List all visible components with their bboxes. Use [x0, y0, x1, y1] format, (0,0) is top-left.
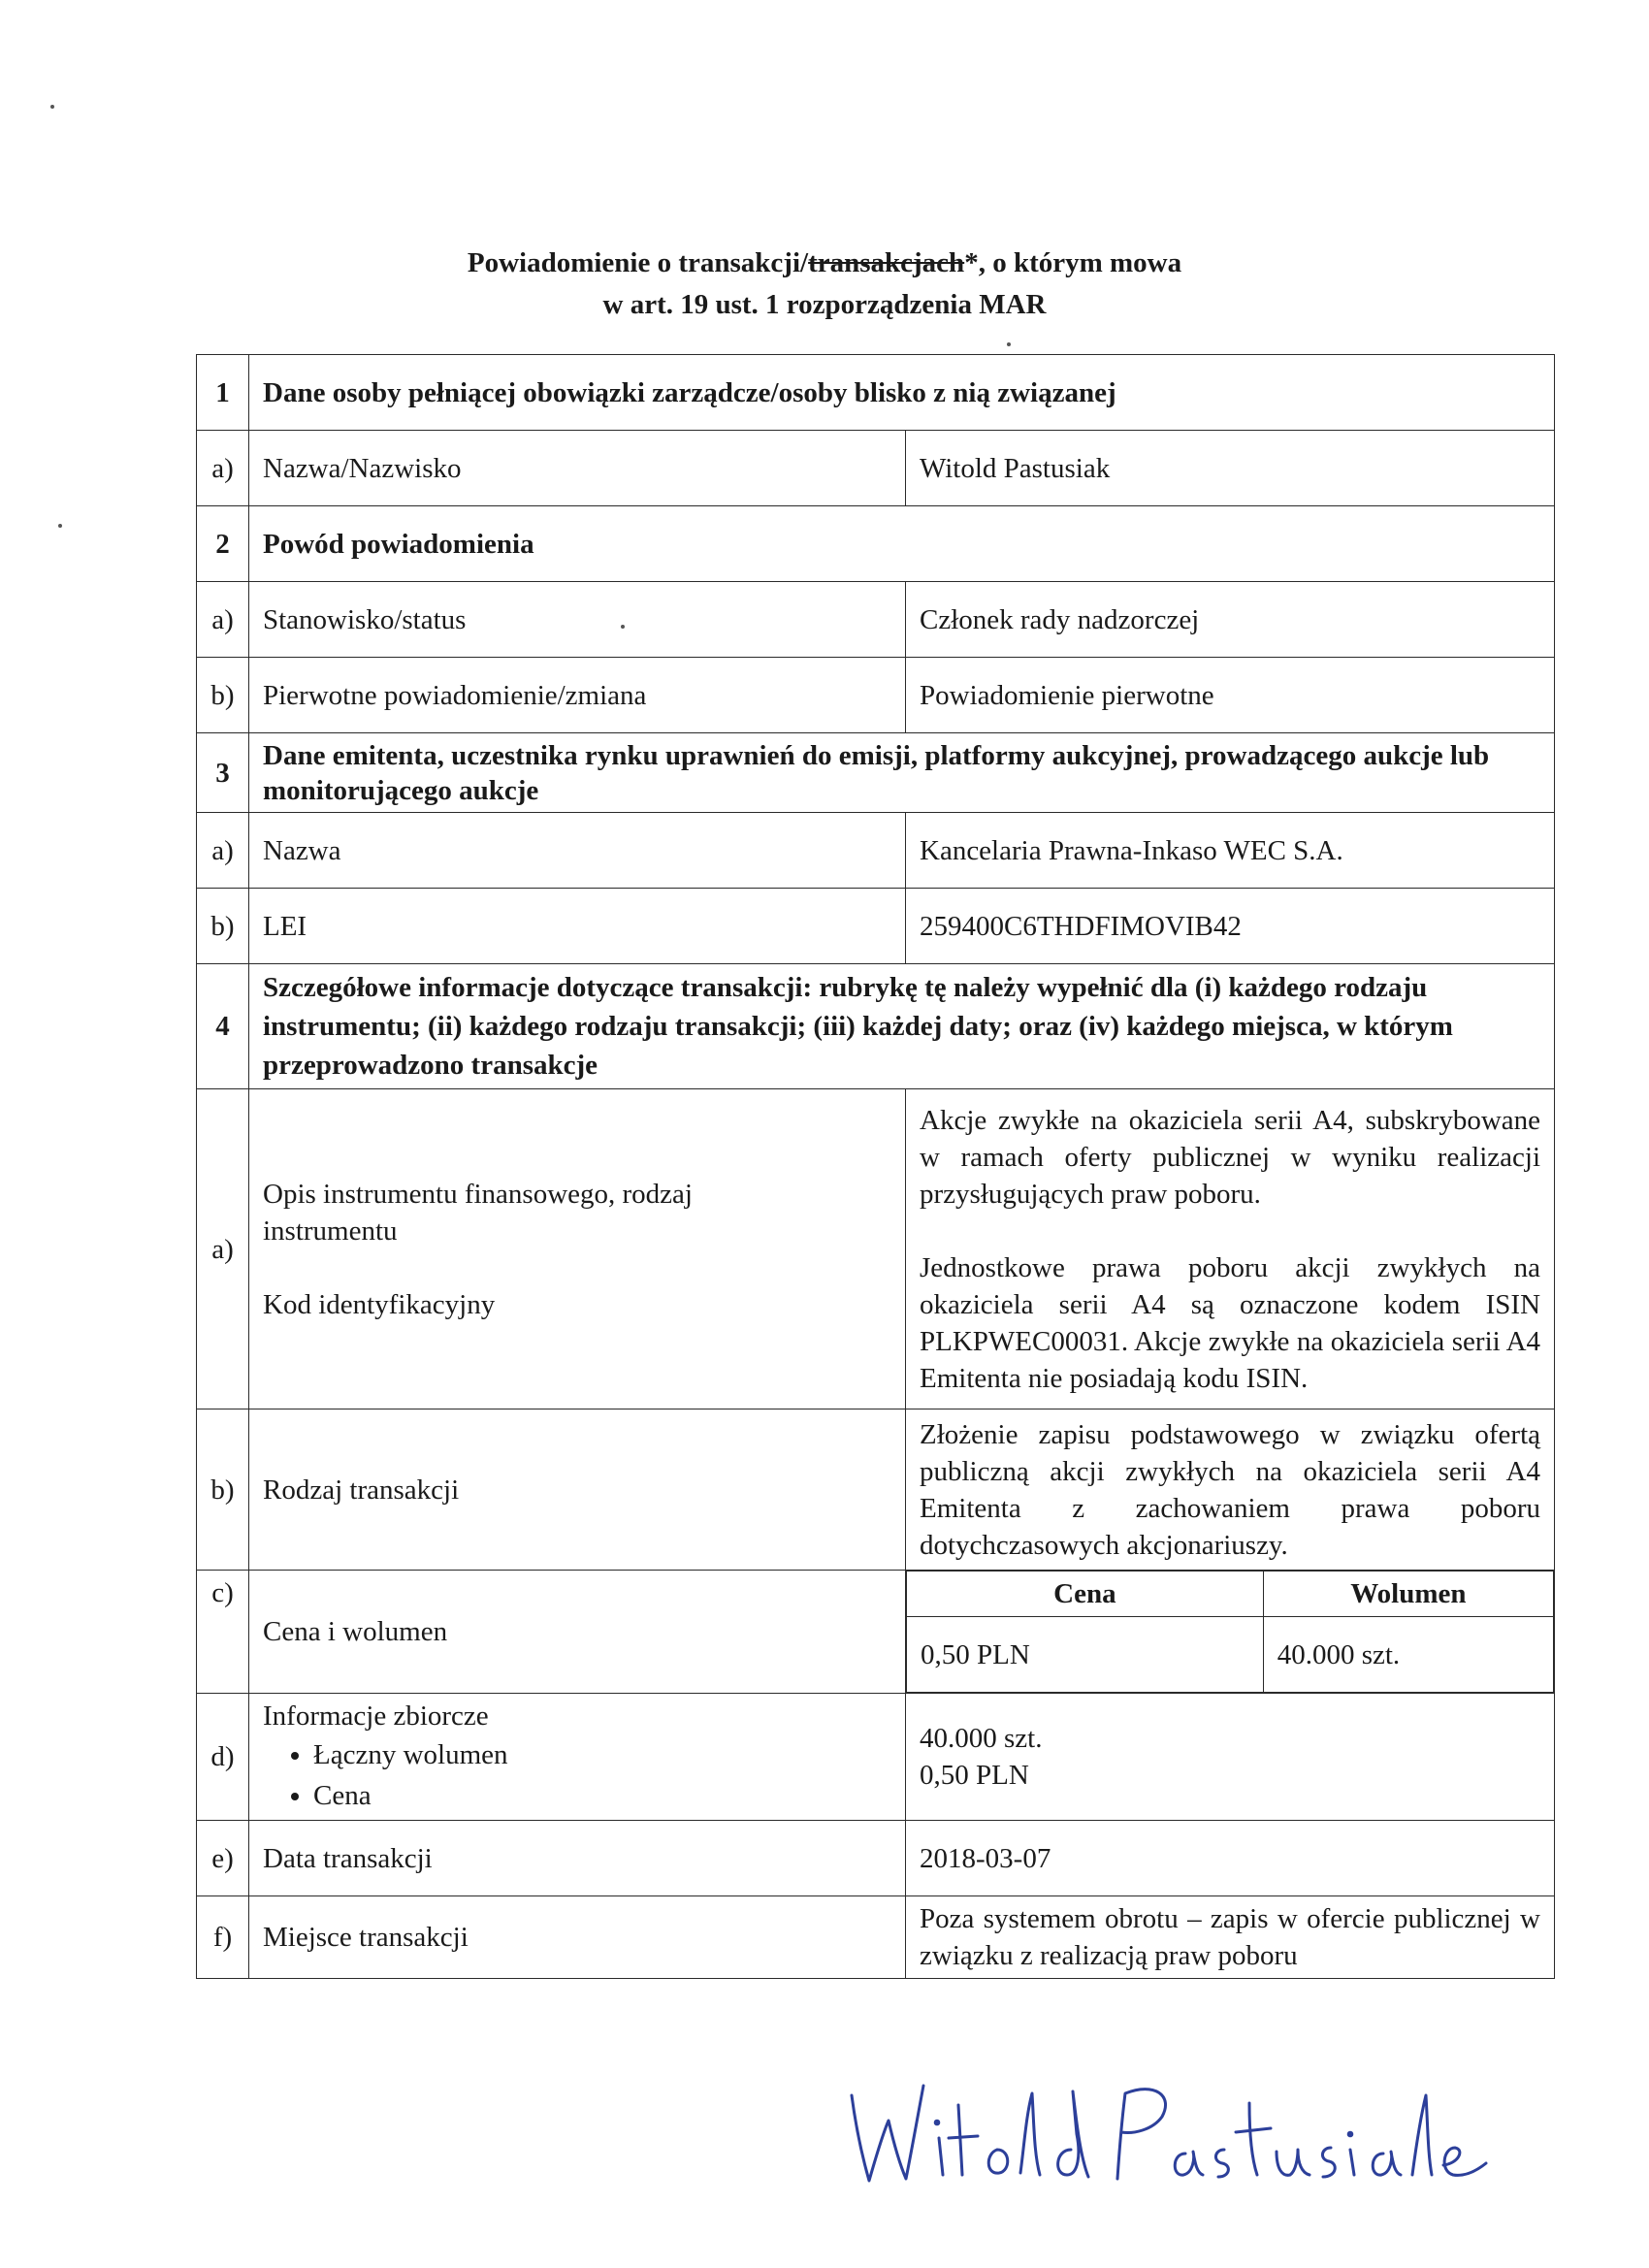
field-label — [249, 1694, 906, 1821]
scan-speck — [50, 105, 54, 109]
identification-code-label: Kod identyfikacyjny — [263, 1288, 496, 1320]
field-label: Pierwotne powiadomienie/zmiana — [249, 658, 906, 733]
field-label: Nazwa/Nazwisko — [249, 431, 906, 506]
field-value: 2018-03-07 — [906, 1821, 1555, 1896]
row-mark: a) — [197, 1089, 249, 1409]
row-mark: b) — [197, 1409, 249, 1571]
table-row — [197, 1896, 1555, 1979]
section-heading: Szczegółowe informacje dotyczące transakcji: rubrykę tę należy wypełnić dla (i) każdego rodzaju instrumentu; (ii) każdego rodzaju transakcji; (iii) każdej daty; oraz (iv) każdego miejsca, w którym przeprowadzono transakcje — [249, 964, 1555, 1089]
section-heading: Dane osoby pełniącej obowiązki zarządcze/osoby blisko z nią związanej — [249, 355, 1555, 431]
row-mark: b) — [197, 889, 249, 964]
field-label: Cena i wolumen — [249, 1571, 906, 1694]
field-value: Złożenie zapisu podstawowego w związku ofertą publiczną akcji zwykłych na okaziciela serii A4 Emitenta z zachowaniem prawa poboru dotychczasowych akcjonariuszy. — [906, 1409, 1555, 1571]
scan-speck — [1007, 342, 1011, 346]
table-row — [197, 1409, 1555, 1571]
row-mark: d) — [197, 1694, 249, 1821]
section-heading: Dane emitenta, uczestnika rynku uprawnień do emisji, platformy aukcyjnej, prowadzącego aukcje lub monitorującego aukcje — [249, 733, 1555, 813]
field-value: 259400C6THDFIMOVIB42 — [906, 889, 1555, 964]
section-1-header-row — [197, 355, 1555, 431]
list-item: • Cena — [313, 1775, 891, 1816]
table-row — [197, 1821, 1555, 1896]
title-line-1: Powiadomienie o transakcji/transakcjach*, o którym mowa — [467, 247, 1182, 278]
aggregated-info-list — [263, 1734, 891, 1816]
aggregated-price-value: 0,50 PLN — [920, 1760, 1029, 1791]
field-value: Kancelaria Prawna-Inkaso WEC S.A. — [906, 813, 1555, 889]
scan-speck — [58, 524, 62, 528]
table-row — [197, 1694, 1555, 1821]
field-value: Poza systemem obrotu – zapis w ofercie publicznej w związku z realizacją praw poboru — [906, 1896, 1555, 1979]
field-label: Nazwa — [249, 813, 906, 889]
section-4-header-row — [197, 964, 1555, 1089]
table-row — [197, 431, 1555, 506]
field-label — [249, 1089, 906, 1409]
notification-table — [196, 354, 1555, 1979]
aggregated-info-label: Informacje zbiorcze — [263, 1701, 489, 1732]
field-label: Stanowisko/status — [249, 582, 906, 658]
volume-column-header: Wolumen — [1263, 1571, 1553, 1617]
list-item: • Łączny wolumen — [313, 1734, 891, 1775]
table-row — [197, 1571, 1555, 1694]
section-2-header-row — [197, 506, 1555, 582]
row-mark: a) — [197, 813, 249, 889]
volume-value: 40.000 szt. — [1263, 1617, 1553, 1693]
field-value: Witold Pastusiak — [906, 431, 1555, 506]
instrument-description-value: Akcje zwykłe na okaziciela serii A4, subskrybowane w ramach oferty publicznej w wyniku realizacji przysługujących praw poboru. — [920, 1104, 1541, 1210]
handwritten-signature — [834, 2057, 1513, 2202]
scan-speck — [621, 625, 625, 629]
section-number: 1 — [197, 355, 249, 431]
identification-code-value: Jednostkowe prawa poboru akcji zwykłych na okaziciela serii A4 są oznaczone kodem ISIN PLKPWEC00031. Akcje zwykłe na okaziciela serii A4 Emitenta nie posiadają kodu ISIN. — [920, 1251, 1541, 1394]
row-mark: a) — [197, 431, 249, 506]
section-number: 2 — [197, 506, 249, 582]
field-label: Data transakcji — [249, 1821, 906, 1896]
title-line-2: w art. 19 ust. 1 rozporządzenia MAR — [602, 289, 1047, 320]
instrument-description-label: Opis instrumentu finansowego, rodzaj instrumentu — [263, 1178, 693, 1247]
field-label: Miejsce transakcji — [249, 1896, 906, 1979]
table-row — [197, 582, 1555, 658]
field-label: Rodzaj transakcji — [249, 1409, 906, 1571]
table-row — [197, 813, 1555, 889]
table-row — [197, 1089, 1555, 1409]
row-mark: a) — [197, 582, 249, 658]
price-volume-cell — [906, 1571, 1555, 1694]
price-volume-table — [906, 1571, 1554, 1693]
table-row — [197, 658, 1555, 733]
field-label: LEI — [249, 889, 906, 964]
row-mark: e) — [197, 1821, 249, 1896]
section-heading: Powód powiadomienia — [249, 506, 1555, 582]
section-number: 4 — [197, 964, 249, 1089]
table-row — [197, 889, 1555, 964]
field-value: Powiadomienie pierwotne — [906, 658, 1555, 733]
price-column-header: Cena — [907, 1571, 1264, 1617]
section-3-header-row — [197, 733, 1555, 813]
field-value: Członek rady nadzorczej — [906, 582, 1555, 658]
row-mark: c) — [197, 1571, 249, 1694]
row-mark: b) — [197, 658, 249, 733]
row-mark: f) — [197, 1896, 249, 1979]
field-value — [906, 1089, 1555, 1409]
price-value: 0,50 PLN — [907, 1617, 1264, 1693]
section-number: 3 — [197, 733, 249, 813]
document-title — [0, 243, 1649, 326]
aggregated-volume-value: 40.000 szt. — [920, 1723, 1043, 1754]
field-value — [906, 1694, 1555, 1821]
